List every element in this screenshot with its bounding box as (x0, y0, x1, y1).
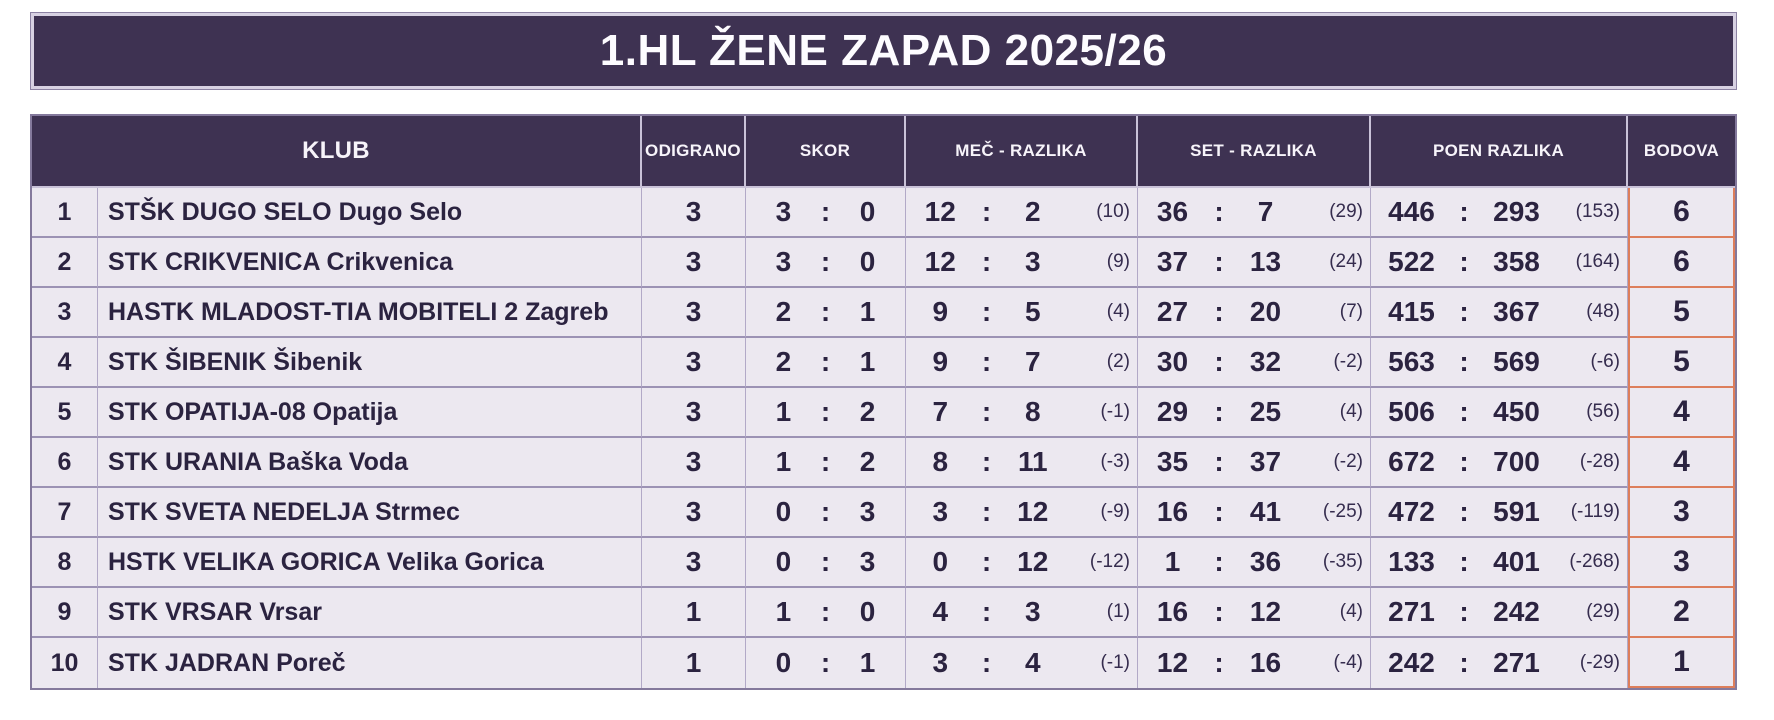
set-lost: 37 (1249, 446, 1282, 477)
played-cell: 3 (642, 488, 746, 538)
point-diff-value: (-268) (1569, 551, 1620, 572)
points-cell: 5 (1628, 288, 1735, 338)
played-cell: 1 (642, 588, 746, 638)
set-diff-value: (4) (1339, 601, 1363, 622)
header-set-razlika: SET - RAZLIKA (1138, 116, 1371, 188)
match-won: 3 (932, 647, 949, 678)
colon-separator: : (820, 396, 831, 427)
score-away: 0 (859, 596, 876, 627)
match-won: 7 (932, 396, 949, 427)
set-diff-cell (1138, 238, 1371, 288)
colon-separator: : (981, 496, 992, 527)
club-cell: STK VRSAR Vrsar (98, 588, 642, 638)
point-diff-value: (-29) (1579, 652, 1620, 673)
set-won: 36 (1156, 196, 1189, 227)
colon-separator: : (1214, 446, 1224, 477)
set-diff-cell (1138, 388, 1371, 438)
header-poen-razlika: POEN RAZLIKA (1371, 116, 1628, 188)
colon-separator: : (1459, 296, 1469, 327)
match-diff-cell (906, 238, 1138, 288)
header-klub: KLUB (32, 116, 642, 188)
point-diff-value: (164) (1575, 251, 1620, 272)
score-away: 0 (859, 246, 876, 277)
rank-cell: 8 (32, 538, 98, 588)
rank-cell: 9 (32, 588, 98, 638)
point-won: 446 (1388, 196, 1435, 227)
rank-cell: 5 (32, 388, 98, 438)
rank-cell: 6 (32, 438, 98, 488)
rank-cell: 4 (32, 338, 98, 388)
set-won: 30 (1156, 346, 1189, 377)
colon-separator: : (820, 296, 831, 327)
point-lost: 450 (1493, 396, 1540, 427)
club-cell: STK URANIA Baška Voda (98, 438, 642, 488)
point-won: 271 (1388, 596, 1435, 627)
points-cell: 4 (1628, 388, 1735, 438)
set-diff-cell (1138, 538, 1371, 588)
point-diff-cell (1371, 188, 1628, 238)
played-cell: 3 (642, 188, 746, 238)
colon-separator: : (820, 647, 831, 678)
set-diff-cell (1138, 188, 1371, 238)
rank-cell: 7 (32, 488, 98, 538)
score-cell (746, 288, 906, 338)
point-won: 522 (1388, 246, 1435, 277)
colon-separator: : (1459, 496, 1469, 527)
point-won: 563 (1388, 346, 1435, 377)
colon-separator: : (1459, 346, 1469, 377)
score-cell (746, 238, 906, 288)
point-diff-cell (1371, 488, 1628, 538)
set-diff-cell (1138, 438, 1371, 488)
score-away: 0 (859, 196, 876, 227)
set-lost: 36 (1249, 546, 1282, 577)
match-won: 12 (924, 196, 956, 227)
point-lost: 358 (1493, 246, 1540, 277)
point-diff-cell (1371, 238, 1628, 288)
colon-separator: : (1459, 446, 1469, 477)
club-cell: STK JADRAN Poreč (98, 638, 642, 688)
colon-separator: : (820, 446, 831, 477)
match-lost: 11 (1017, 446, 1048, 477)
match-lost: 4 (1024, 647, 1041, 678)
score-home: 2 (775, 296, 792, 327)
standings-table (30, 114, 1737, 690)
score-home: 1 (775, 446, 792, 477)
colon-separator: : (820, 596, 831, 627)
points-cell: 1 (1628, 638, 1735, 688)
colon-separator: : (1214, 246, 1224, 277)
set-won: 16 (1156, 496, 1189, 527)
set-won: 12 (1156, 647, 1189, 678)
point-lost: 569 (1493, 346, 1540, 377)
match-won: 9 (932, 346, 949, 377)
header-bodova: BODOVA (1628, 116, 1735, 188)
score-home: 3 (775, 246, 792, 277)
page-title: 1.HL ŽENE ZAPAD 2025/26 (599, 26, 1168, 75)
match-diff-value: (10) (1096, 201, 1130, 222)
set-lost: 20 (1249, 296, 1282, 327)
colon-separator: : (820, 496, 831, 527)
club-cell: STK ŠIBENIK Šibenik (98, 338, 642, 388)
match-diff-value: (-3) (1100, 451, 1130, 472)
set-diff-value: (-25) (1322, 501, 1363, 522)
colon-separator: : (981, 546, 992, 577)
colon-separator: : (981, 396, 992, 427)
set-won: 37 (1156, 246, 1189, 277)
rank-cell: 2 (32, 238, 98, 288)
set-diff-cell (1138, 638, 1371, 688)
played-cell: 3 (642, 388, 746, 438)
match-lost: 12 (1017, 546, 1049, 577)
point-won: 415 (1388, 296, 1435, 327)
point-won: 472 (1388, 496, 1435, 527)
match-diff-cell (906, 388, 1138, 438)
score-away: 1 (859, 296, 876, 327)
score-cell (746, 538, 906, 588)
colon-separator: : (1459, 246, 1469, 277)
club-cell: STK CRIKVENICA Crikvenica (98, 238, 642, 288)
colon-separator: : (981, 446, 992, 477)
set-diff-value: (-4) (1333, 652, 1363, 673)
match-lost: 7 (1024, 346, 1041, 377)
match-diff-value: (9) (1106, 251, 1130, 272)
score-cell (746, 638, 906, 688)
match-diff-cell (906, 638, 1138, 688)
score-away: 3 (859, 496, 876, 527)
set-lost: 32 (1249, 346, 1282, 377)
set-won: 27 (1156, 296, 1189, 327)
set-lost: 16 (1249, 647, 1282, 678)
set-diff-cell (1138, 488, 1371, 538)
match-diff-cell (906, 438, 1138, 488)
match-diff-value: (-9) (1100, 501, 1130, 522)
match-diff-value: (-1) (1100, 652, 1130, 673)
point-diff-cell (1371, 338, 1628, 388)
colon-separator: : (820, 546, 831, 577)
point-diff-cell (1371, 388, 1628, 438)
club-cell: STK OPATIJA-08 Opatija (98, 388, 642, 438)
match-diff-cell (906, 588, 1138, 638)
set-won: 1 (1164, 546, 1181, 577)
points-cell: 3 (1628, 488, 1735, 538)
colon-separator: : (820, 196, 831, 227)
score-cell (746, 588, 906, 638)
point-diff-cell (1371, 638, 1628, 688)
point-won: 242 (1388, 647, 1435, 678)
score-home: 2 (775, 346, 792, 377)
colon-separator: : (1214, 296, 1224, 327)
header-odigrano: ODIGRANO (642, 116, 746, 188)
score-home: 3 (775, 196, 792, 227)
set-diff-cell (1138, 588, 1371, 638)
point-diff-value: (153) (1575, 201, 1620, 222)
set-diff-value: (7) (1339, 301, 1363, 322)
score-cell (746, 488, 906, 538)
rank-cell: 10 (32, 638, 98, 688)
match-lost: 3 (1024, 246, 1041, 277)
colon-separator: : (1459, 546, 1469, 577)
set-lost: 13 (1249, 246, 1282, 277)
title-banner (30, 12, 1737, 90)
match-lost: 2 (1024, 196, 1041, 227)
score-home: 0 (775, 647, 792, 678)
match-diff-value: (-12) (1089, 551, 1130, 572)
set-lost: 12 (1249, 596, 1282, 627)
score-cell (746, 188, 906, 238)
match-lost: 3 (1024, 596, 1041, 627)
score-away: 2 (859, 396, 876, 427)
score-home: 0 (775, 546, 792, 577)
score-home: 1 (775, 596, 792, 627)
rank-cell: 1 (32, 188, 98, 238)
point-lost: 293 (1493, 196, 1540, 227)
score-away: 1 (859, 346, 876, 377)
match-diff-cell (906, 488, 1138, 538)
colon-separator: : (981, 596, 992, 627)
score-home: 1 (775, 396, 792, 427)
club-cell: STŠK DUGO SELO Dugo Selo (98, 188, 642, 238)
set-diff-value: (24) (1329, 251, 1363, 272)
point-lost: 401 (1493, 546, 1540, 577)
points-cell: 3 (1628, 538, 1735, 588)
match-won: 9 (932, 296, 949, 327)
colon-separator: : (1214, 496, 1224, 527)
colon-separator: : (1214, 196, 1224, 227)
set-diff-cell (1138, 338, 1371, 388)
set-diff-value: (-35) (1322, 551, 1363, 572)
match-diff-cell (906, 538, 1138, 588)
set-diff-value: (4) (1339, 401, 1363, 422)
colon-separator: : (1459, 196, 1469, 227)
point-won: 506 (1388, 396, 1435, 427)
match-won: 0 (932, 546, 949, 577)
match-diff-cell (906, 338, 1138, 388)
point-diff-value: (48) (1586, 301, 1620, 322)
match-lost: 5 (1024, 296, 1041, 327)
club-cell: STK SVETA NEDELJA Strmec (98, 488, 642, 538)
point-diff-cell (1371, 538, 1628, 588)
colon-separator: : (1214, 596, 1224, 627)
colon-separator: : (1214, 396, 1224, 427)
match-won: 12 (924, 246, 956, 277)
set-lost: 7 (1257, 196, 1274, 227)
score-cell (746, 438, 906, 488)
colon-separator: : (820, 346, 831, 377)
point-diff-cell (1371, 588, 1628, 638)
set-lost: 25 (1249, 396, 1282, 427)
point-lost: 700 (1493, 446, 1540, 477)
score-home: 0 (775, 496, 792, 527)
match-won: 3 (932, 496, 949, 527)
set-won: 35 (1156, 446, 1189, 477)
set-won: 29 (1156, 396, 1189, 427)
point-diff-value: (-119) (1570, 501, 1620, 522)
club-cell: HASTK MLADOST-TIA MOBITELI 2 Zagreb (98, 288, 642, 338)
colon-separator: : (1214, 546, 1224, 577)
point-lost: 271 (1493, 647, 1540, 678)
points-cell: 4 (1628, 438, 1735, 488)
header-mec-razlika: MEČ - RAZLIKA (906, 116, 1138, 188)
played-cell: 3 (642, 538, 746, 588)
played-cell: 3 (642, 438, 746, 488)
score-away: 3 (859, 546, 876, 577)
match-won: 8 (932, 446, 949, 477)
score-away: 2 (859, 446, 876, 477)
colon-separator: : (1214, 346, 1224, 377)
point-diff-value: (-6) (1590, 351, 1620, 372)
match-diff-value: (1) (1106, 601, 1130, 622)
point-lost: 242 (1493, 596, 1540, 627)
colon-separator: : (1214, 647, 1224, 678)
set-won: 16 (1156, 596, 1189, 627)
match-lost: 8 (1024, 396, 1041, 427)
point-lost: 591 (1493, 496, 1540, 527)
colon-separator: : (1459, 596, 1469, 627)
header-skor: SKOR (746, 116, 906, 188)
points-cell: 5 (1628, 338, 1735, 388)
points-cell: 2 (1628, 588, 1735, 638)
club-cell: HSTK VELIKA GORICA Velika Gorica (98, 538, 642, 588)
colon-separator: : (820, 246, 831, 277)
match-diff-cell (906, 188, 1138, 238)
match-lost: 12 (1017, 496, 1049, 527)
point-won: 672 (1388, 446, 1435, 477)
colon-separator: : (981, 296, 992, 327)
match-diff-cell (906, 288, 1138, 338)
score-cell (746, 388, 906, 438)
played-cell: 3 (642, 338, 746, 388)
match-diff-value: (4) (1106, 301, 1130, 322)
match-diff-value: (2) (1106, 351, 1130, 372)
point-diff-value: (-28) (1579, 451, 1620, 472)
score-cell (746, 338, 906, 388)
point-diff-cell (1371, 288, 1628, 338)
match-won: 4 (932, 596, 949, 627)
set-diff-value: (29) (1329, 201, 1363, 222)
set-diff-value: (-2) (1333, 351, 1363, 372)
colon-separator: : (981, 346, 992, 377)
colon-separator: : (981, 196, 992, 227)
set-diff-cell (1138, 288, 1371, 338)
point-won: 133 (1388, 546, 1435, 577)
points-cell: 6 (1628, 188, 1735, 238)
score-away: 1 (859, 647, 876, 678)
played-cell: 3 (642, 238, 746, 288)
point-diff-value: (56) (1586, 401, 1620, 422)
point-diff-cell (1371, 438, 1628, 488)
point-diff-value: (29) (1586, 601, 1620, 622)
points-cell: 6 (1628, 238, 1735, 288)
played-cell: 3 (642, 288, 746, 338)
colon-separator: : (981, 246, 992, 277)
rank-cell: 3 (32, 288, 98, 338)
point-lost: 367 (1493, 296, 1540, 327)
match-diff-value: (-1) (1100, 401, 1130, 422)
colon-separator: : (981, 647, 992, 678)
set-lost: 41 (1249, 496, 1282, 527)
colon-separator: : (1459, 396, 1469, 427)
colon-separator: : (1459, 647, 1469, 678)
played-cell: 1 (642, 638, 746, 688)
set-diff-value: (-2) (1333, 451, 1363, 472)
